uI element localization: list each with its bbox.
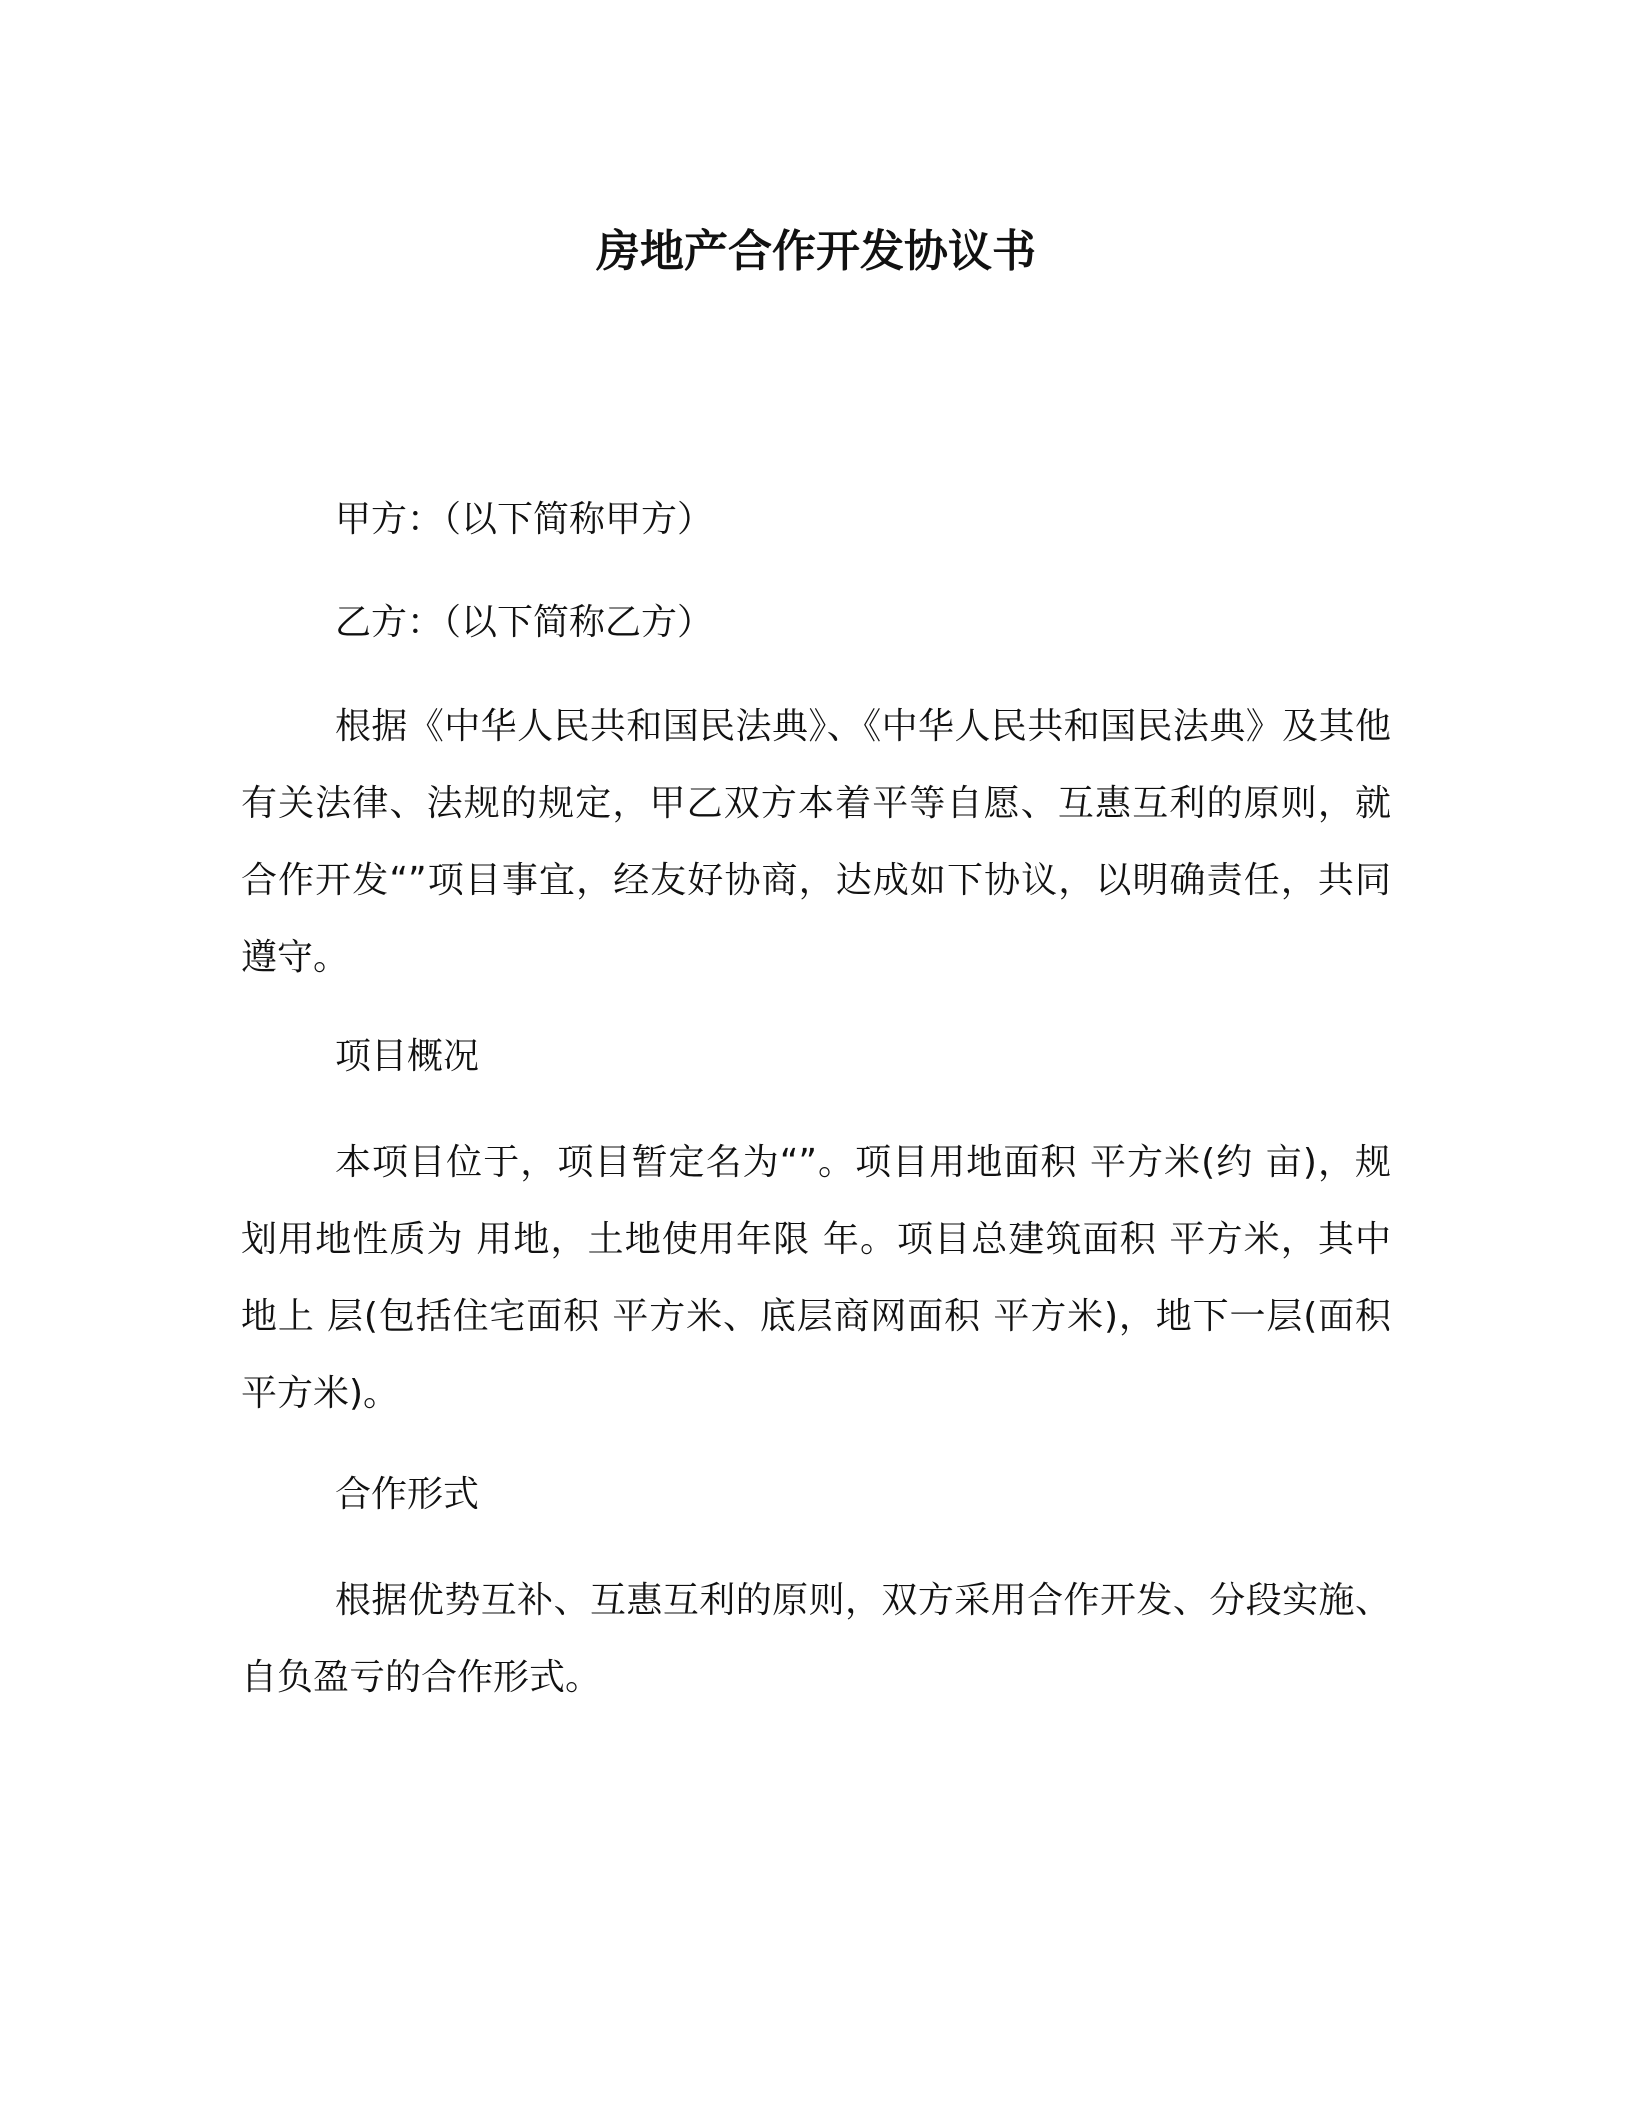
party-b-line: 乙方：（以下简称乙方） bbox=[335, 602, 714, 643]
section-heading-cooperation-form: 合作形式 bbox=[335, 1474, 480, 1515]
cooperation-form-paragraph: 根据优势互补、互惠互利的原则，双方采用合作开发、分段实施、自负盈亏的合作形式。 bbox=[241, 1580, 1391, 1698]
intro-paragraph: 根据《中华人民共和国民法典》、《中华人民共和国民法典》及其他有关法律、法规的规定，甲乙双方本着平等自愿、互惠互利的原则，就合作开发“”项目事宜，经友好协商，达成如下协议，以明确责任，共同遵守。 bbox=[241, 706, 1391, 978]
document-title: 房地产合作开发协议书 bbox=[596, 226, 1036, 277]
party-a-line: 甲方：（以下简称甲方） bbox=[335, 499, 714, 540]
section-heading-project-overview: 项目概况 bbox=[335, 1036, 480, 1077]
project-overview-paragraph: 本项目位于，项目暂定名为“”。项目用地面积 平方米(约 亩)，规划用地性质为 用地，土地使用年限 年。项目总建筑面积 平方米，其中地上 层(包括住宅面积 平方米、底层商网面积 平方米)，地下一层(面积 平方米)。 bbox=[241, 1142, 1391, 1414]
